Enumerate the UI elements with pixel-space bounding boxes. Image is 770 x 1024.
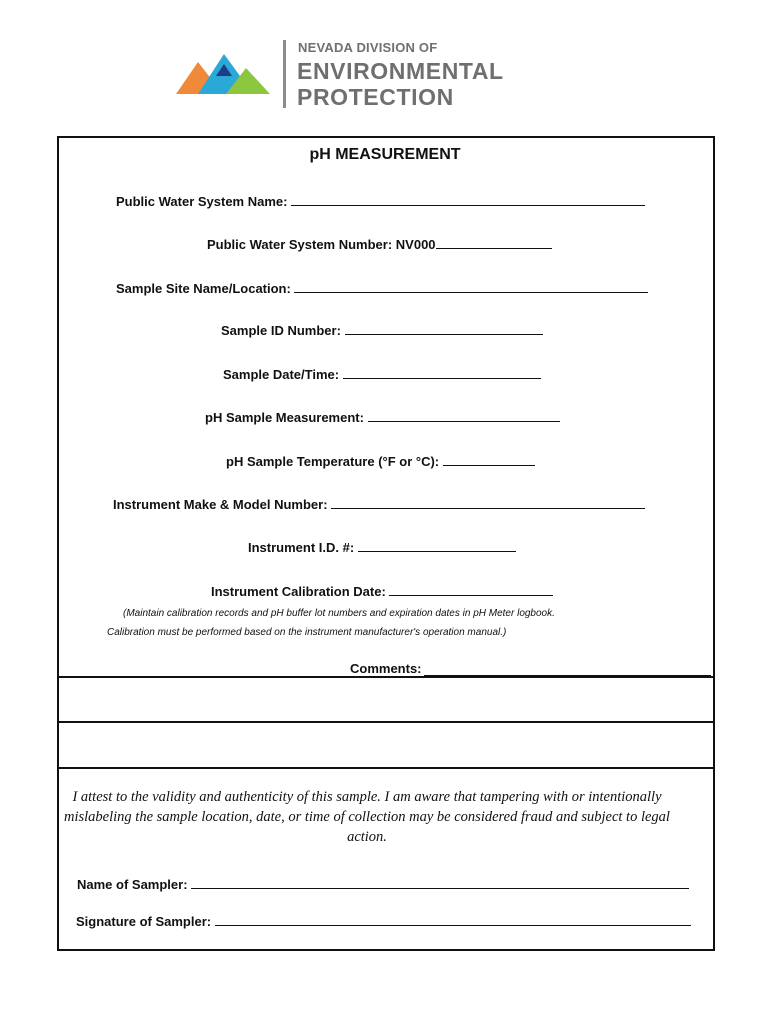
field-instrument-model xyxy=(113,497,645,512)
org-name-line3: PROTECTION xyxy=(297,84,454,110)
mountain-logo-icon xyxy=(176,50,276,98)
field-system-number xyxy=(207,237,552,252)
sampler-signature-input-line[interactable] xyxy=(215,914,691,926)
field-sample-id xyxy=(221,323,543,338)
field-label: Public Water System Name: xyxy=(116,194,288,209)
comment-divider xyxy=(59,767,713,769)
instrument-id-input-line[interactable] xyxy=(358,540,516,552)
ph-temperature-input-line[interactable] xyxy=(443,454,535,466)
sample-id-input-line[interactable] xyxy=(345,323,543,335)
field-calibration-date xyxy=(211,584,553,599)
sample-datetime-input-line[interactable] xyxy=(343,367,541,379)
field-label: Instrument Make & Model Number: xyxy=(113,497,328,512)
system-name-input-line[interactable] xyxy=(291,194,645,206)
form-title: pH MEASUREMENT xyxy=(309,146,461,163)
system-number-input-line[interactable] xyxy=(436,237,552,249)
attestation-statement: I attest to the validity and authenticity of this sample. I am aware that tampering with or intentionally mislabeling the sample location, date, or time of collection may be considered fraud and subject to legal action. xyxy=(64,789,670,845)
instrument-model-input-line[interactable] xyxy=(331,497,645,509)
org-name-line1: NEVADA DIVISION OF xyxy=(298,40,438,55)
field-label: pH Sample Measurement: xyxy=(205,410,364,425)
field-label: Public Water System Number: NV000 xyxy=(207,237,436,252)
sampler-name-input-line[interactable] xyxy=(191,877,689,889)
calibration-note-line2: Calibration must be performed based on the instrument manufacturer's operation manual.) xyxy=(107,627,507,638)
ph-measurement-input-line[interactable] xyxy=(368,410,560,422)
calibration-date-input-line[interactable] xyxy=(389,584,553,596)
field-site-location xyxy=(116,281,648,296)
field-ph-measurement xyxy=(205,410,560,425)
field-ph-temperature xyxy=(226,454,535,469)
ndep-logo xyxy=(176,36,506,114)
org-name-line2: ENVIRONMENTAL xyxy=(297,58,504,84)
field-label: Sample ID Number: xyxy=(221,323,341,338)
field-label: pH Sample Temperature (°F or °C): xyxy=(226,454,440,469)
comments-label: Comments: xyxy=(350,661,422,676)
field-sample-datetime xyxy=(223,367,541,382)
comment-row-1[interactable] xyxy=(59,676,713,722)
field-sampler-name xyxy=(77,877,689,892)
logo-divider xyxy=(283,40,286,108)
field-system-name xyxy=(116,194,645,209)
field-label: Sample Date/Time: xyxy=(223,367,340,382)
field-instrument-id xyxy=(248,540,516,555)
calibration-note-line1: (Maintain calibration records and pH buffer lot numbers and expiration dates in pH Meter logbook. xyxy=(123,608,555,619)
field-label: Instrument Calibration Date: xyxy=(211,584,386,599)
field-label: Signature of Sampler: xyxy=(76,914,212,929)
field-label: Name of Sampler: xyxy=(77,877,188,892)
field-label: Sample Site Name/Location: xyxy=(116,281,291,296)
site-location-input-line[interactable] xyxy=(294,281,648,293)
field-sampler-signature xyxy=(76,914,691,929)
field-label: Instrument I.D. #: xyxy=(248,540,355,555)
comment-row-2[interactable] xyxy=(59,721,713,767)
